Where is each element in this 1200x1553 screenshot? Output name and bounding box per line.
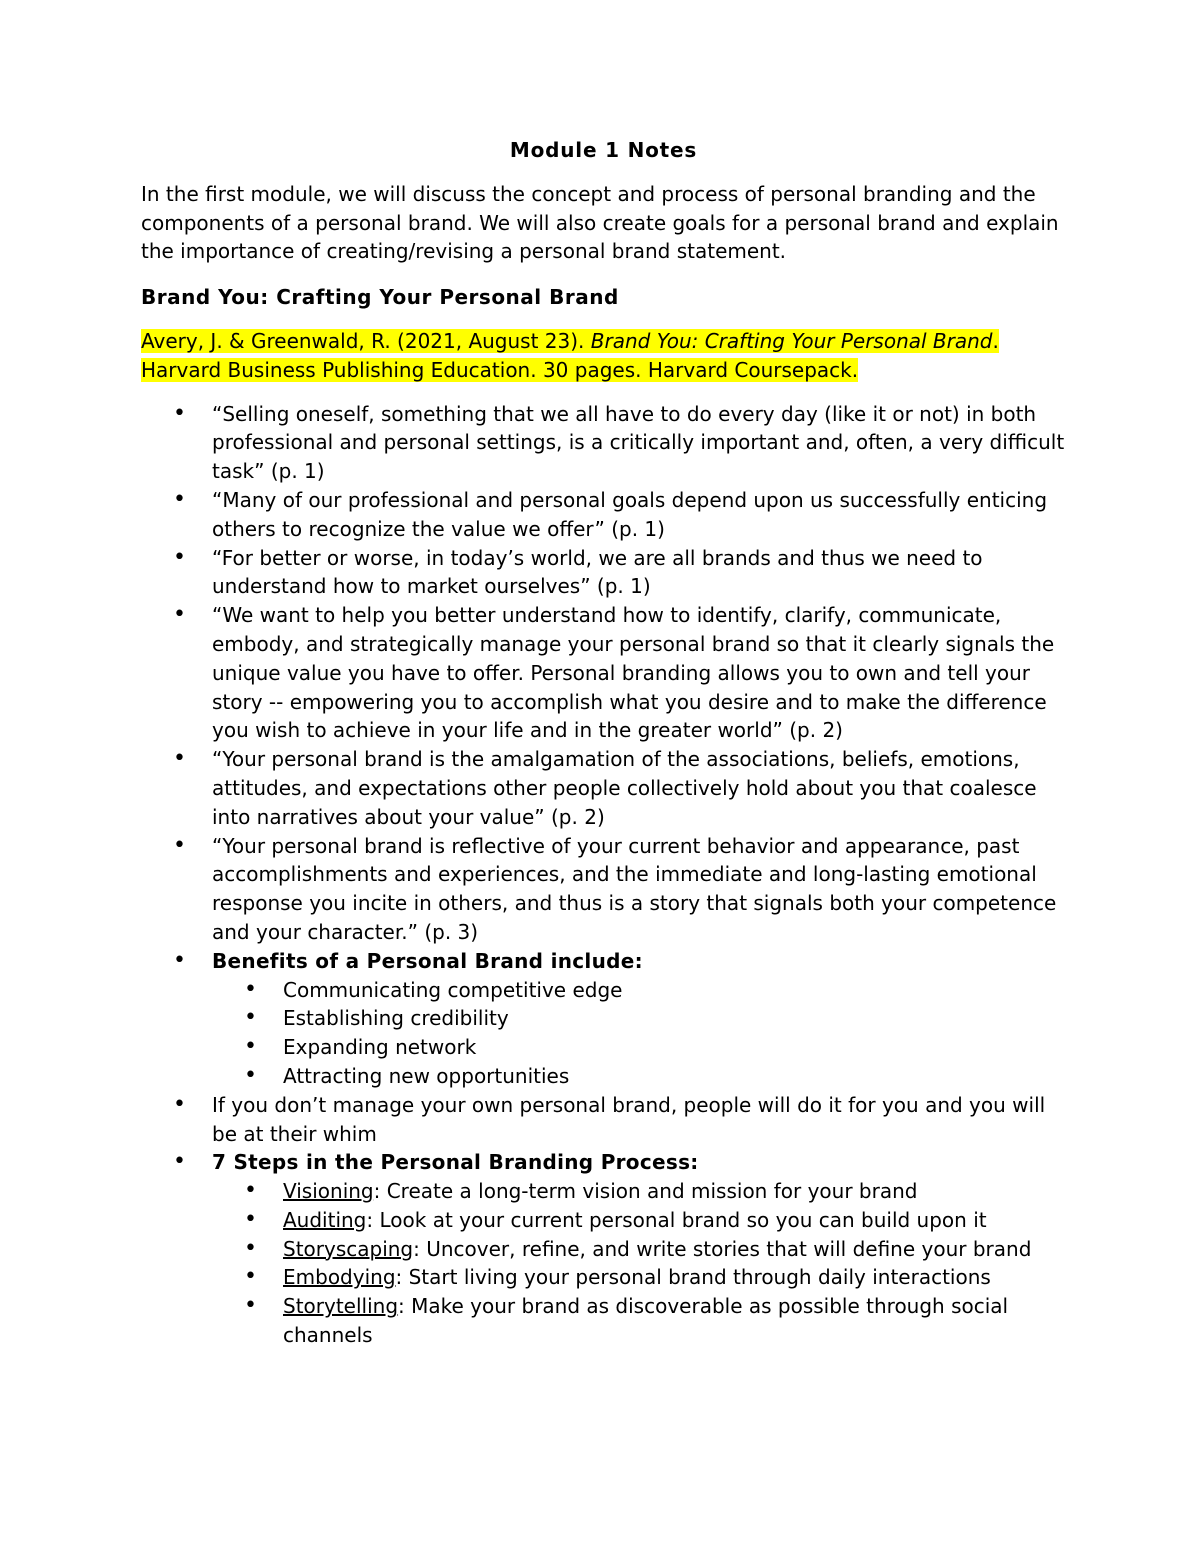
list-item-quote-2: • “Many of our professional and personal goals depend upon us successfully enticing others to recognize the value we offer” (p. 1) (141, 486, 1066, 544)
step-term: Storyscaping (283, 1236, 414, 1261)
step-desc: : Uncover, refine, and write stories that will define your brand (413, 1236, 1032, 1261)
benefits-list (212, 976, 1066, 1091)
citation (141, 327, 1066, 385)
list-item-quote-1: • “Selling oneself, something that we all have to do every day (like it or not) in both professional and personal settings, is a critically important and, often, a very difficult task” (p. 1) (141, 400, 1066, 486)
step-item-visioning (212, 1177, 1066, 1206)
step-term: Storytelling (283, 1294, 399, 1319)
list-item-manage-note: • If you don’t manage your own personal brand, people will do it for you and you will be at their whim (141, 1091, 1066, 1149)
step-desc: : Make your brand as discoverable as possible through social channels (283, 1294, 1009, 1348)
step-desc: : Start living your personal brand through daily interactions (395, 1265, 991, 1290)
list-item-quote-4: • “We want to help you better understand how to identify, clarify, communicate, embody, and strategically manage your personal brand so that it clearly signals the unique value you have to offer. Personal branding allows you to own and tell your story -- empowering you to accomplish what you desire and to make the difference you wish to achieve in your life and in the greater world” (p. 2) (141, 601, 1066, 745)
list-item-quote-6: • “Your personal brand is reflective of your current behavior and appearance, past accomplishments and experiences, and the immediate and long-lasting emotional response you incite in others, and thus is a story that signals both your competence and your character.” (p. 3) (141, 832, 1066, 947)
document-content (141, 136, 1066, 1350)
list-item-benefits (141, 947, 1066, 1091)
step-item-storytelling (212, 1292, 1066, 1350)
list-item-steps (141, 1148, 1066, 1350)
step-term: Embodying (283, 1265, 396, 1290)
list-item-quote-5: • “Your personal brand is the amalgamation of the associations, beliefs, emotions, attitudes, and expectations other people collectively hold about you that coalesce into narratives about your value” (p. 2) (141, 745, 1066, 831)
step-term: Visioning (283, 1179, 374, 1204)
citation-publisher: . Harvard Business Publishing Education. 30 pages. Harvard Coursepack. (141, 328, 999, 382)
step-item-embodying (212, 1263, 1066, 1292)
list-item-quote-3: • “For better or worse, in today’s world, we are all brands and thus we need to understand how to market ourselves” (p. 1) (141, 544, 1066, 602)
section-heading: Brand You: Crafting Your Personal Brand (141, 285, 619, 310)
step-item-storyscaping (212, 1235, 1066, 1264)
step-desc: : Create a long-term vision and mission for your brand (373, 1179, 918, 1204)
benefit-item: • Attracting new opportunities (212, 1062, 1066, 1091)
steps-list (212, 1177, 1066, 1350)
citation-authors: Avery, J. & Greenwald, R. (2021, August 23). (141, 328, 591, 353)
benefits-heading: Benefits of a Personal Brand include: (212, 948, 643, 973)
step-term: Auditing (283, 1207, 367, 1232)
benefit-item: • Expanding network (212, 1033, 1066, 1062)
benefit-item: • Establishing credibility (212, 1004, 1066, 1033)
intro-paragraph: In the first module, we will discuss the concept and process of personal branding and the components of a personal brand. We will also create goals for a personal brand and explain the importance of creating/revising a personal brand statement. (141, 181, 1059, 264)
page-title: Module 1 Notes (509, 138, 698, 162)
notes-list (141, 400, 1066, 1350)
steps-heading: 7 Steps in the Personal Branding Process: (212, 1150, 699, 1175)
benefit-item: • Communicating competitive edge (212, 976, 1066, 1005)
citation-title: Brand You: Crafting Your Personal Brand (590, 328, 993, 353)
step-item-auditing (212, 1206, 1066, 1235)
step-desc: : Look at your current personal brand so you can build upon it (366, 1207, 987, 1232)
